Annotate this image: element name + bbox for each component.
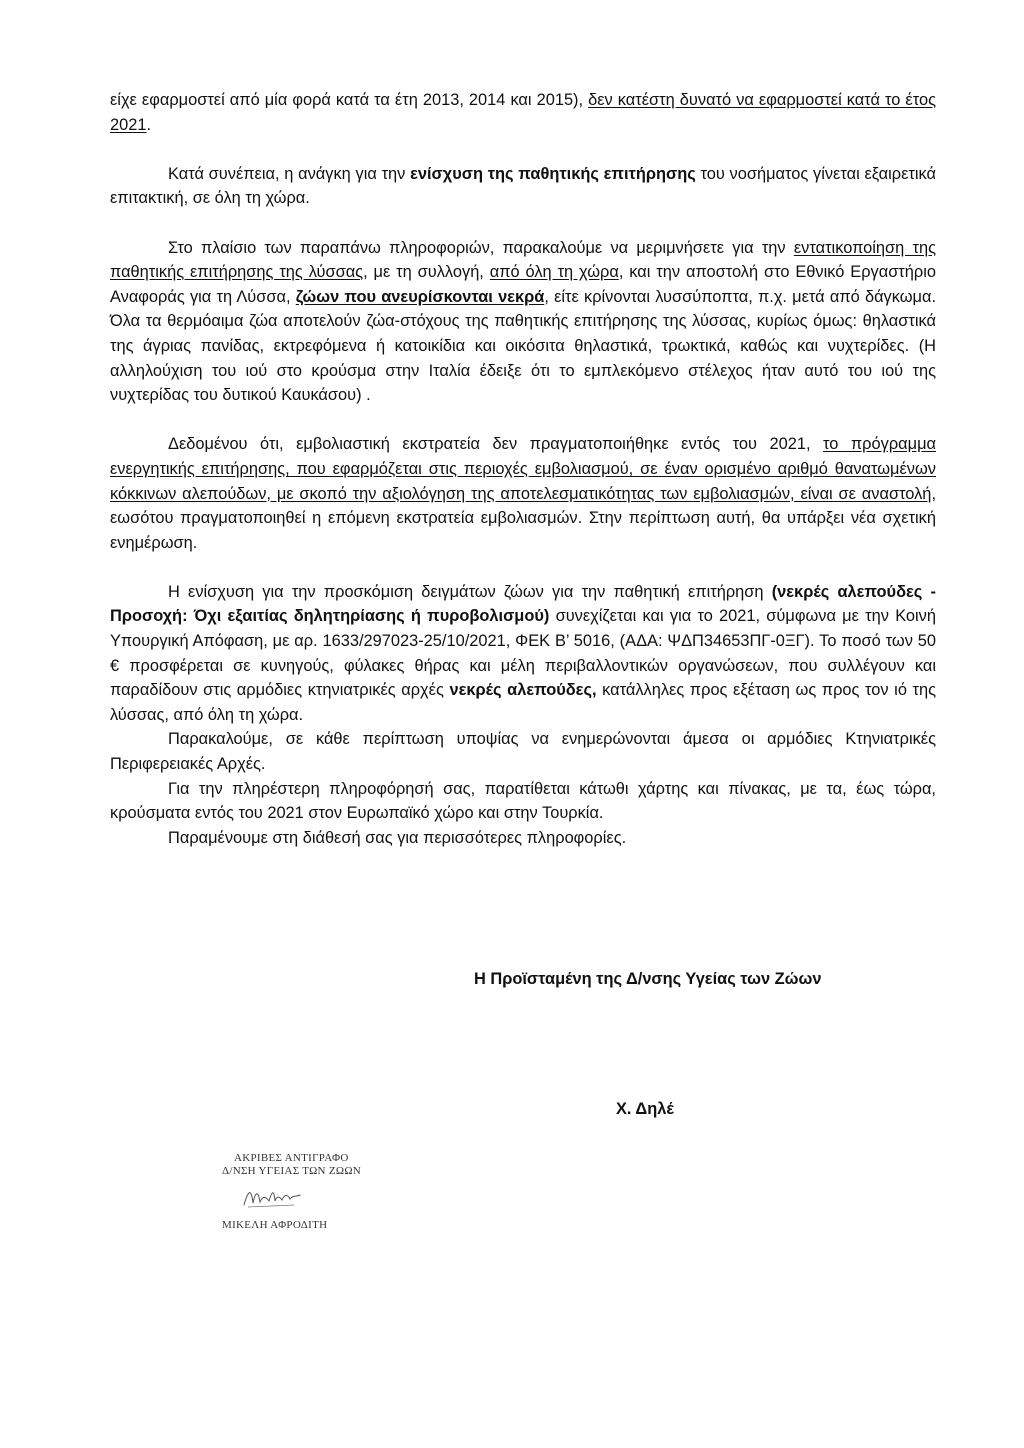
text: . (146, 115, 152, 134)
signer-title: Η Προϊσταμένη της Δ/νσης Υγείας των Ζώων (474, 970, 822, 988)
text: , και την αποστολή στο Εθνικό Εργαστήριο Αναφοράς για τη Λύσσα, (110, 263, 936, 306)
paragraph-2 (110, 162, 936, 211)
underlined-text: εντατικοποίηση της παθητικής επιτήρησης της λύσσας (110, 238, 936, 282)
paragraph-7: Για την πληρέστερη πληροφόρησή σας, παρατίθεται κάτωθι χάρτης και πίνακας, με τα, έως τώρα, κρούσματα εντός του 2021 στον Ευρωπαϊκό χώρο και στην Τουρκία. (110, 779, 936, 823)
text: Δεδομένου ότι, εμβολιαστική εκστρατεία δεν πραγματοποιήθηκε εντός του 2021, (168, 435, 824, 454)
underlined-text: το πρόγραμμα ενεργητικής επιτήρησης, που εφαρμόζεται στις περιοχές εμβολιασμού, σε έναν ορισμένο αριθμό θανατωμένων κόκκινων αλεπούδων, με σκοπό την αξιολόγηση της αποτελεσματικότητας των εμβολιασμών, είναι σε αναστολή (110, 435, 936, 503)
text: συνεχίζεται και για το 2021, σύμφωνα με την Κοινή Υπουργική Απόφαση, με αρ. 1633/297023-25/10/2021, ΦΕΚ Β’ 5016, (ΑΔΑ: ΨΔΠ34653ΠΓ-0ΞΓ). Το ποσό των 50 € προσφέρεται σε κυνηγούς, φύλακες θήρας και μέλη περιβαλλοντικών οργανώσεων, που συλλέγουν και παραδίδουν στις αρμόδιες κτηνιατρικές αρχές (110, 607, 936, 700)
handwritten-signature (222, 1177, 382, 1215)
bold-text: ενίσχυση της παθητικής επιτήρησης (410, 164, 696, 183)
text: , με τη συλλογή, (363, 263, 490, 282)
bold-text: (νεκρές αλεπούδες - Προσοχή: Όχι εξαιτίας δηλητηρίασης ή πυροβολισμού) (110, 582, 936, 626)
text: Κατά συνέπεια, η ανάγκη για την (168, 164, 411, 183)
paragraph-8: Παραμένουμε στη διάθεσή σας για περισσότερες πληροφορίες. (168, 828, 627, 847)
text: , είτε κρίνονται λυσσύποπτα, π.χ. μετά από δάγκωμα. Όλα τα θερμόαιμα ζώα αποτελούν ζώα-στόχους της παθητικής επιτήρησης της λύσσας, κυρίως όμως: θηλαστικά της άγριας πανίδας, εκτρεφόμενα ή κατοικίδια και οικόσιτα θηλαστικά, τρωκτικά, καθώς και νυχτερίδες. (Η αλληλούχιση του ιού στο κρούσμα στην Ιταλία έδειξε ότι το εμπλεκόμενο στέλεχος ήταν αυτό του ιού της νυχτερίδας του δυτικού Καυκάσου) . (110, 287, 937, 405)
paragraph-1 (110, 88, 936, 137)
signer-name: Χ. Δηλέ (616, 1100, 674, 1118)
text: Στο πλαίσιο των παραπάνω πληροφοριών, παρακαλούμε να μεριμνήσετε για την (168, 238, 794, 257)
underlined-text: από όλη τη χώρα (489, 263, 619, 282)
underlined-text: δεν κατέστη δυνατό να εφαρμοστεί κατά το έτος 2021 (110, 91, 936, 134)
paragraph-5 (110, 580, 936, 728)
stamp-line-3: ΜΙΚΕΛΗ ΑΦΡΟΔΙΤΗ (222, 1219, 328, 1231)
signature-scribble-icon (242, 1183, 302, 1211)
paragraph-3 (110, 236, 936, 408)
stamp-line-2: Δ/ΝΣΗ ΥΓΕΙΑΣ ΤΩΝ ΖΩΩΝ (222, 1165, 362, 1177)
text: Η ενίσχυση για την προσκόμιση δειγμάτων ζώων για την παθητική επιτήρηση (168, 582, 772, 601)
document-body (110, 88, 936, 850)
stamp-line-1: ΑΚΡΙΒΕΣ ΑΝΤΙΓΡΑΦΟ (234, 1152, 349, 1164)
bold-text: νεκρές αλεπούδες, (449, 681, 597, 700)
text: είχε εφαρμοστεί από μία φορά κατά τα έτη 2013, 2014 και 2015), (110, 91, 589, 109)
text: , εωσότου πραγματοποιηθεί η επόμενη εκστρατεία εμβολιασμών. Στην περίπτωση αυτή, θα υπάρξει νέα σχετική ενημέρωση. (110, 484, 936, 552)
text: κατάλληλες προς εξέταση ως προς τον ιό της λύσσας, από όλη τη χώρα. (110, 681, 937, 724)
copy-stamp (222, 1152, 382, 1231)
text: του νοσήματος γίνεται εξαιρετικά επιτακτική, σε όλη τη χώρα. (110, 164, 936, 208)
paragraph-6: Παρακαλούμε, σε κάθε περίπτωση υποψίας να ενημερώνονται άμεσα οι αρμόδιες Κτηνιατρικές Περιφερειακές Αρχές. (110, 730, 936, 774)
paragraph-4 (110, 432, 936, 555)
bold-underlined-text: ζώων που ανευρίσκονται νεκρά (295, 287, 545, 306)
